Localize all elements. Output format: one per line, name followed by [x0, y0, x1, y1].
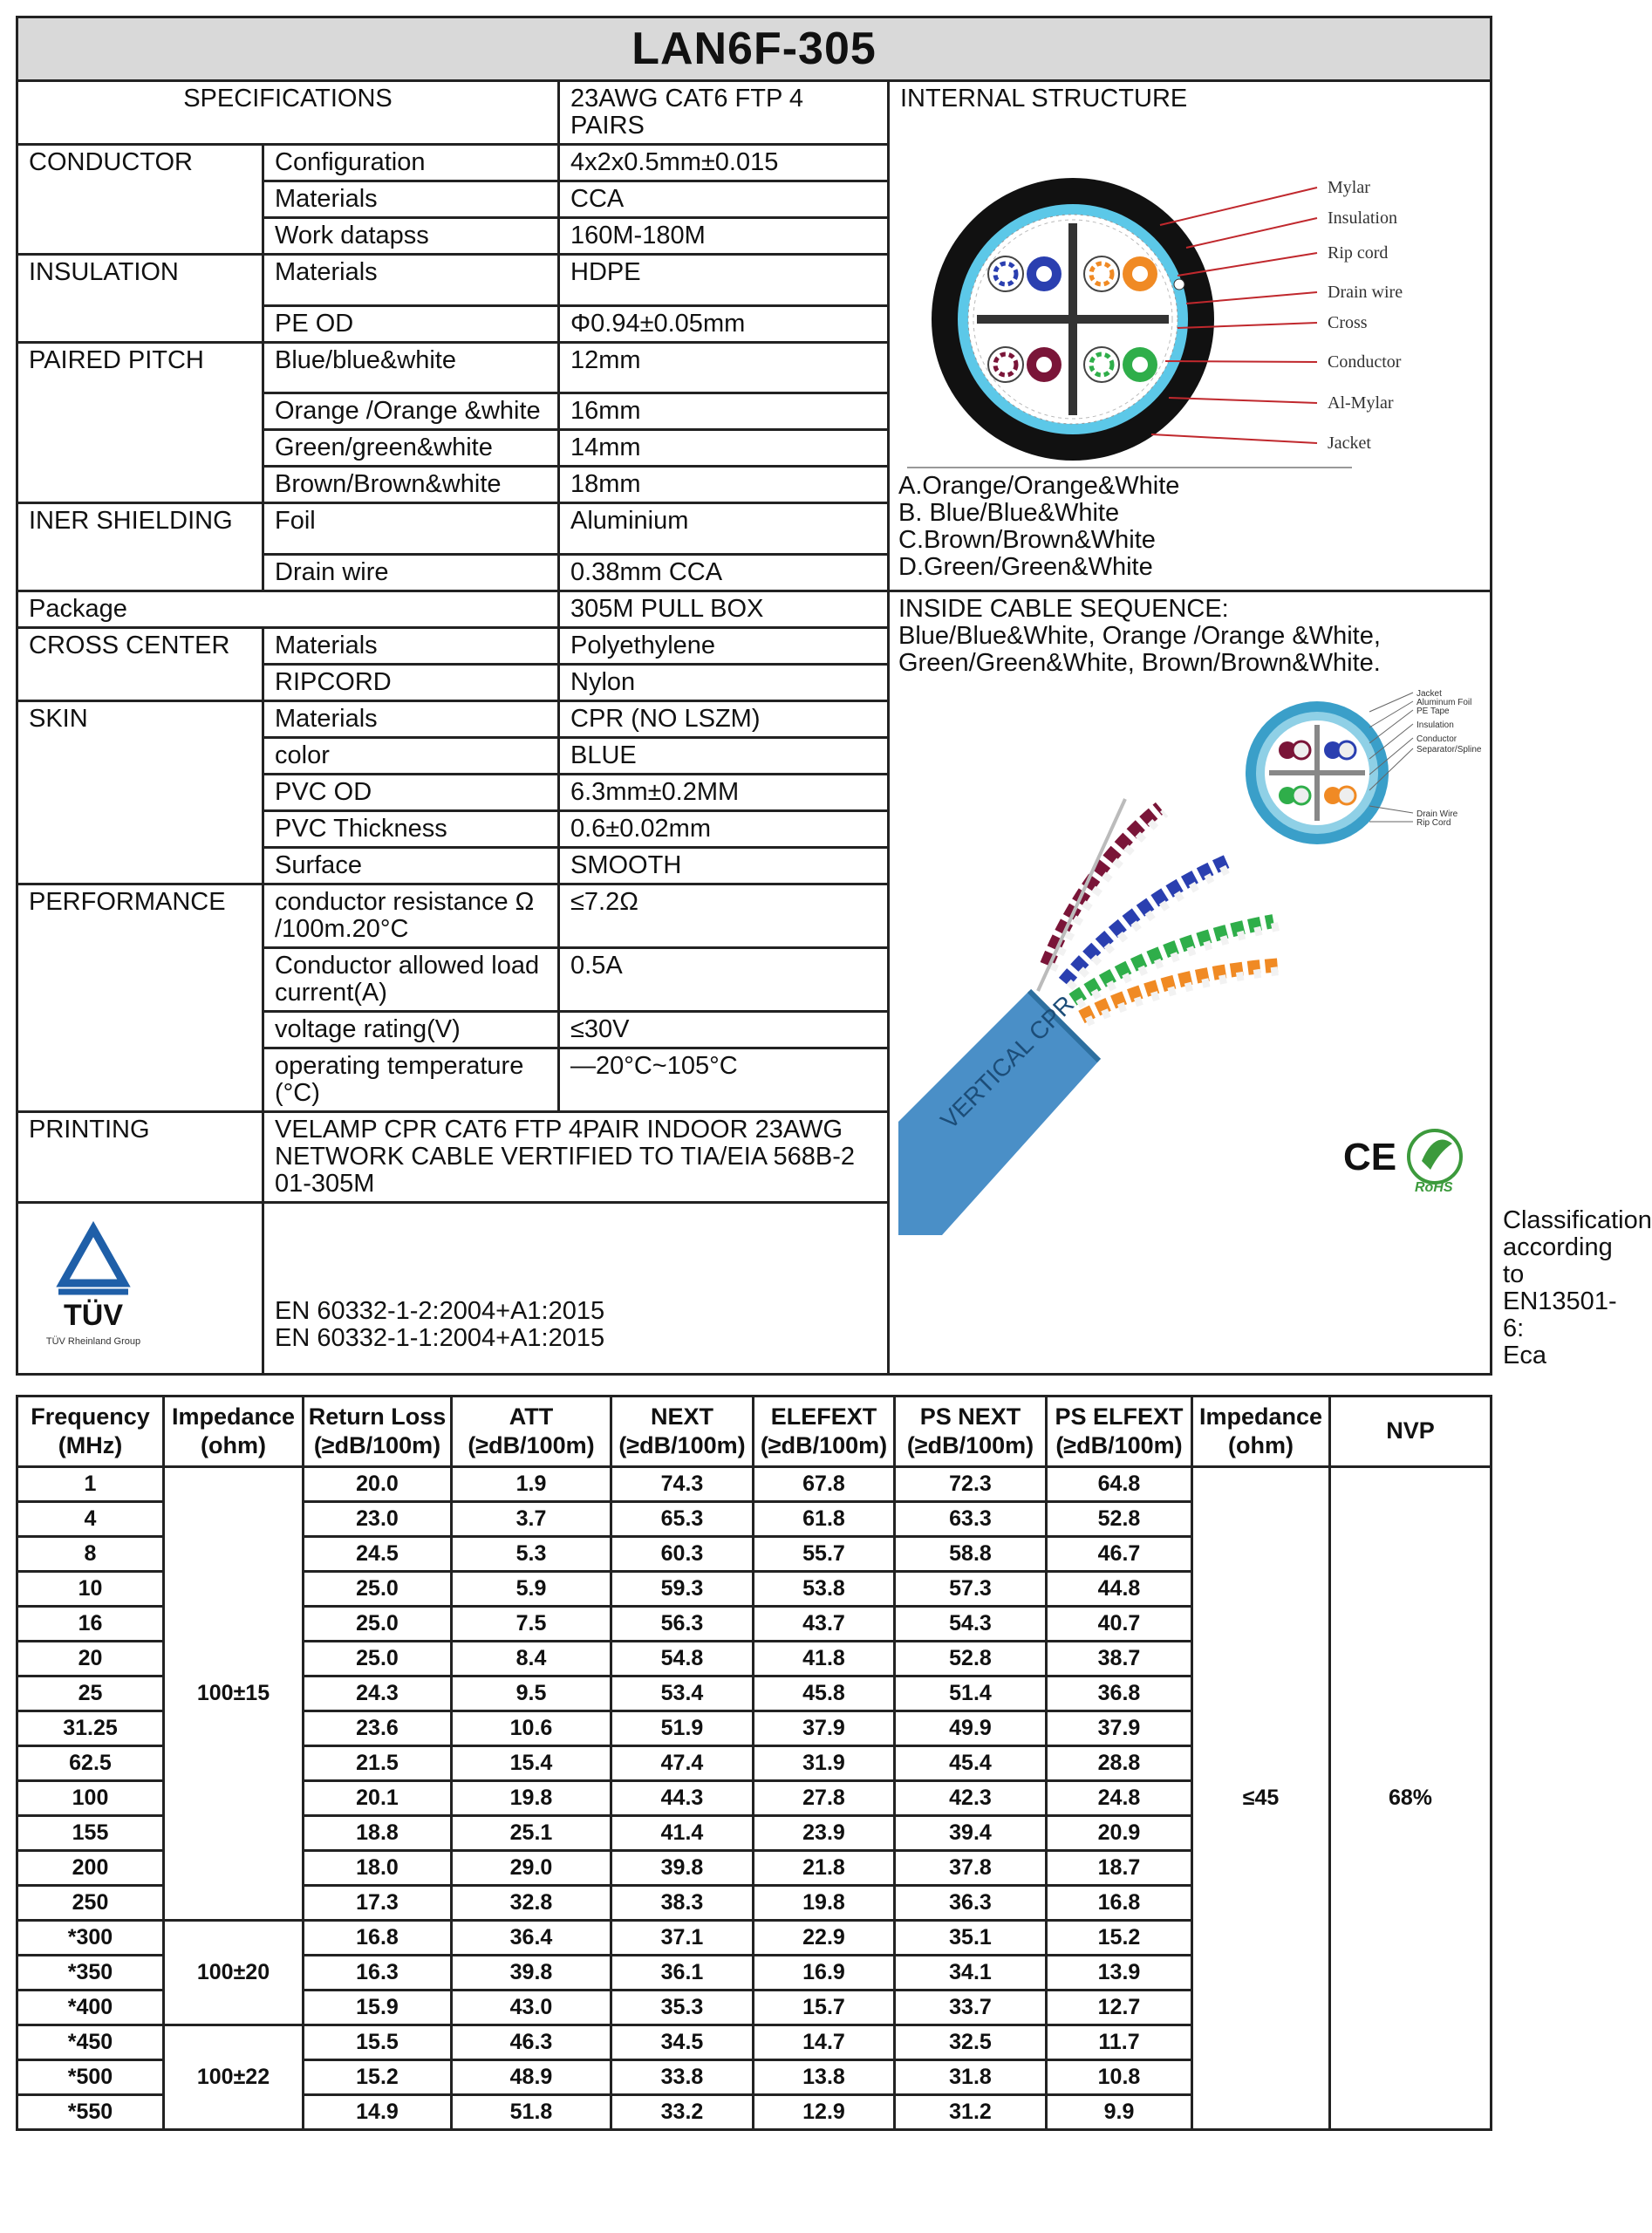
perf-cell: 25.1	[452, 1815, 611, 1850]
spec-label: Surface	[263, 847, 559, 884]
perf-cell: 39.8	[611, 1850, 754, 1885]
perf-cell: 16.8	[304, 1920, 452, 1955]
spec-value: Nylon	[559, 664, 889, 700]
perf-cell: 27.8	[754, 1780, 895, 1815]
impedance-group: 100±22	[164, 2025, 304, 2129]
perf-cell: 16.9	[754, 1955, 895, 1990]
perf-cell: 20.9	[1047, 1815, 1192, 1850]
printing-value: VELAMP CPR CAT6 FTP 4PAIR INDOOR 23AWG NETWORK CABLE VERTIFIED TO TIA/EIA 568B-2 01-305M	[263, 1111, 889, 1202]
tuv-logo-cell	[17, 1202, 263, 1374]
spec-group-name: CONDUCTOR	[17, 145, 263, 255]
perf-cell: 34.5	[611, 2025, 754, 2059]
perf-cell: 11.7	[1047, 2025, 1192, 2059]
package-label: Package	[17, 591, 559, 627]
perf-cell: 53.4	[611, 1676, 754, 1711]
perf-cell: 56.3	[611, 1606, 754, 1641]
standard-line: EN 60332-1-2:2004+A1:2015	[275, 1296, 605, 1325]
perf-cell: 55.7	[754, 1536, 895, 1571]
perf-cell: 9.9	[1047, 2094, 1192, 2129]
spec-group-name: CROSS CENTER	[17, 627, 263, 700]
perf-cell: 1	[17, 1466, 164, 1501]
spec-label: operating temperature (°C)	[263, 1048, 559, 1111]
perf-cell: 20.0	[304, 1466, 452, 1501]
spec-label: Materials	[263, 627, 559, 664]
perf-cell: 10.6	[452, 1711, 611, 1745]
perf-cell: 44.3	[611, 1780, 754, 1815]
perf-cell: 33.2	[611, 2094, 754, 2129]
cable-print: VERTICAL CPR	[935, 989, 1080, 1134]
structure-label: Cross	[1328, 312, 1368, 332]
label-leader	[1165, 361, 1317, 362]
perf-cell: 37.9	[754, 1711, 895, 1745]
spec-value: 0.5A	[559, 947, 889, 1011]
perf-cell: 25.0	[304, 1641, 452, 1676]
perf-cell: 51.4	[895, 1676, 1047, 1711]
spec-value: HDPE	[559, 255, 889, 306]
perf-column-header: Frequency (MHz)	[17, 1396, 164, 1466]
perf-cell: 31.2	[895, 2094, 1047, 2129]
perf-cell: 51.8	[452, 2094, 611, 2129]
perf-cell: 57.3	[895, 1571, 1047, 1606]
perf-cell: 54.3	[895, 1606, 1047, 1641]
perf-cell: 24.5	[304, 1536, 452, 1571]
perf-cell: 31.9	[754, 1745, 895, 1780]
perf-cell: 63.3	[895, 1501, 1047, 1536]
perf-cell: 13.8	[754, 2059, 895, 2094]
nvp-value: 68%	[1330, 1466, 1492, 2129]
perf-cell: 72.3	[895, 1466, 1047, 1501]
label-leader	[1151, 434, 1317, 443]
rohs-text: RoHS	[1415, 1179, 1453, 1195]
label-leader	[1186, 218, 1317, 248]
structure-label: Drain wire	[1328, 282, 1403, 302]
spec-value: 0.38mm CCA	[559, 554, 889, 591]
spec-label: color	[263, 737, 559, 774]
label-leader	[1169, 398, 1317, 403]
printing-label: PRINTING	[17, 1111, 263, 1202]
perf-cell: 31.8	[895, 2059, 1047, 2094]
perf-cell: 54.8	[611, 1641, 754, 1676]
perf-cell: 16	[17, 1606, 164, 1641]
perf-cell: 48.9	[452, 2059, 611, 2094]
spec-group-name: SKIN	[17, 700, 263, 884]
sequence-title: INSIDE CABLE SEQUENCE:	[898, 594, 1229, 623]
spec-value: 16mm	[559, 393, 889, 430]
tuv-logo	[24, 1222, 163, 1349]
impedance-45: ≤45	[1192, 1466, 1330, 2129]
structure-label: Conductor	[1328, 352, 1402, 372]
perf-cell: 25.0	[304, 1606, 452, 1641]
perf-cell: 46.3	[452, 2025, 611, 2059]
perf-cell: *450	[17, 2025, 164, 2059]
spec-value: Φ0.94±0.05mm	[559, 305, 889, 342]
perf-cell: 19.8	[754, 1885, 895, 1920]
spec-value: Polyethylene	[559, 627, 889, 664]
spec-value: 6.3mm±0.2MM	[559, 774, 889, 810]
spec-value: 160M-180M	[559, 218, 889, 255]
perf-column-header: NVP	[1330, 1396, 1492, 1466]
perf-cell: *500	[17, 2059, 164, 2094]
small-structure-label: Insulation	[1416, 720, 1454, 730]
perf-cell: 36.4	[452, 1920, 611, 1955]
spec-value: 18mm	[559, 467, 889, 503]
spec-table: LAN6F-305 SPECIFICATIONS 23AWG CAT6 FTP 4 PAIRS INTERNAL STRUCTURE CONDUCTOR Configuration 4x2x0.5mm±0.015 Mylar Insulation Rip cord Drain wire Cross Conductor Al-Mylar Jacket A.Orange/Orange&White B. Blue/Blue&White C.Brown/Brown&White D.Green/Green&White Materials CCA Work datapss 160M-180M INSULATION Materials HDPE PE OD Φ0.94±0.05mm PAIRED PITCH Blue/blue&white 12mm Orange /Orange &white 16mm Green/green&white 14mm Brown/Brown&white 18mm INER SHIELDING Foil Aluminium Drain wire 0.38mm CCA Package 305M PULL BOX INSIDE CABLE SEQUENCE: Blue/Blue&White, Orange /Orange &White, Green/Green&White, Brown/Brown&White. Jacket Aluminum Foil PE Tape Insulation Conductor Separator/Spline Drain Wire Rip Cord VERTICAL CPR CE RoHS CROSS CENTER Materials Polyethylene RIPCORD Nylon SKIN Materials CPR (NO LSZM) color BLUE PVC OD 6.3mm±0.2MM PVC Thickness 0.6±0.02mm Surface SMOOTH PERFORMANCE conductor resistance Ω /100m.20°C ≤7.2Ω Conductor allowed load current(A) 0.5A voltage rating(V) ≤30V operating temperature (°C) —20°C~105°C PRINTING VELAMP CPR CAT6 FTP 4PAIR INDOOR 23AWG NETWORK CABLE VERTIFIED TO TIA/EIA 568B-2 01-305M TÜV TÜV Rheinland Group EN 60332-1-2:2004+A1:2015 EN 60332-1-1:2004+A1:2015 Classification according to EN13501-6: Eca	[16, 16, 1492, 1376]
perf-cell: 1.9	[452, 1466, 611, 1501]
perf-cell: 35.1	[895, 1920, 1047, 1955]
perf-cell: 4	[17, 1501, 164, 1536]
perf-column-header: PS ELFEXT (≥dB/100m)	[1047, 1396, 1192, 1466]
perf-cell: 35.3	[611, 1990, 754, 2025]
perf-cell: 5.3	[452, 1536, 611, 1571]
perf-cell: 200	[17, 1850, 164, 1885]
perf-cell: 19.8	[452, 1780, 611, 1815]
perf-cell: 38.3	[611, 1885, 754, 1920]
tuv-subtext: TÜV Rheinland Group	[45, 1335, 141, 1347]
performance-table	[16, 1395, 1492, 2131]
perf-cell: 65.3	[611, 1501, 754, 1536]
spec-label: Brown/Brown&white	[263, 467, 559, 503]
perf-column-header: Impedance (ohm)	[164, 1396, 304, 1466]
perf-cell: 15.4	[452, 1745, 611, 1780]
spec-label: Orange /Orange &white	[263, 393, 559, 430]
impedance-group: 100±15	[164, 1466, 304, 1920]
spec-label: PVC Thickness	[263, 810, 559, 847]
perf-cell: 32.8	[452, 1885, 611, 1920]
perf-cell: 34.1	[895, 1955, 1047, 1990]
perf-cell: 36.3	[895, 1885, 1047, 1920]
spec-value: CCA	[559, 181, 889, 218]
perf-cell: 21.8	[754, 1850, 895, 1885]
pair-legend-item: D.Green/Green&White	[898, 552, 1153, 581]
specifications-header: SPECIFICATIONS	[17, 81, 559, 145]
perf-cell: 37.8	[895, 1850, 1047, 1885]
perf-cell: 21.5	[304, 1745, 452, 1780]
cable-photo	[898, 677, 1481, 1235]
cross-section-diagram	[898, 145, 1481, 469]
perf-cell: 41.8	[754, 1641, 895, 1676]
small-structure-label: PE Tape	[1416, 706, 1450, 716]
perf-cell: 64.8	[1047, 1466, 1192, 1501]
perf-cell: 22.9	[754, 1920, 895, 1955]
small-structure-label: Conductor	[1416, 734, 1457, 744]
perf-cell: 25	[17, 1676, 164, 1711]
perf-cell: 61.8	[754, 1501, 895, 1536]
drain-wire	[1174, 279, 1184, 290]
perf-column-header: Impedance (ohm)	[1192, 1396, 1330, 1466]
spec-group-name: INSULATION	[17, 255, 263, 343]
perf-cell: 74.3	[611, 1466, 754, 1501]
impedance-group: 100±20	[164, 1920, 304, 2025]
perf-cell: 42.3	[895, 1780, 1047, 1815]
sequence-text: Blue/Blue&White, Orange /Orange &White, Green/Green&White, Brown/Brown&White.	[898, 621, 1381, 677]
cable-body	[898, 990, 1099, 1235]
perf-cell: 100	[17, 1780, 164, 1815]
perf-cell: 24.3	[304, 1676, 452, 1711]
perf-cell: *400	[17, 1990, 164, 2025]
perf-cell: 14.7	[754, 2025, 895, 2059]
perf-cell: 46.7	[1047, 1536, 1192, 1571]
spec-value: 12mm	[559, 342, 889, 393]
spec-label: Materials	[263, 181, 559, 218]
spec-value: 14mm	[559, 430, 889, 467]
perf-row	[17, 1466, 1492, 1501]
perf-cell: 12.9	[754, 2094, 895, 2129]
perf-cell: 10.8	[1047, 2059, 1192, 2094]
perf-cell: 13.9	[1047, 1955, 1192, 1990]
perf-cell: 8.4	[452, 1641, 611, 1676]
perf-cell: 44.8	[1047, 1571, 1192, 1606]
perf-cell: 17.3	[304, 1885, 452, 1920]
spec-value: 0.6±0.02mm	[559, 810, 889, 847]
perf-cell: 52.8	[1047, 1501, 1192, 1536]
package-value: 305M PULL BOX	[559, 591, 889, 627]
small-structure-label: Separator/Spline	[1416, 744, 1482, 755]
perf-cell: 45.8	[754, 1676, 895, 1711]
perf-cell: 25.0	[304, 1571, 452, 1606]
perf-cell: 23.0	[304, 1501, 452, 1536]
pair-legend-item: B. Blue/Blue&White	[898, 498, 1120, 527]
perf-cell: 18.7	[1047, 1850, 1192, 1885]
pair-legend	[898, 469, 1481, 590]
spec-label: Configuration	[263, 145, 559, 181]
spec-value: 4x2x0.5mm±0.015	[559, 145, 889, 181]
spec-label: RIPCORD	[263, 664, 559, 700]
spec-label: PE OD	[263, 305, 559, 342]
spec-value: Aluminium	[559, 503, 889, 555]
perf-cell: 36.8	[1047, 1676, 1192, 1711]
perf-cell: 39.4	[895, 1815, 1047, 1850]
tuv-text: TÜV	[64, 1298, 123, 1332]
small-structure-label: Jacket	[1416, 688, 1442, 699]
perf-cell: 38.7	[1047, 1641, 1192, 1676]
page-title: LAN6F-305	[17, 17, 1492, 81]
internal-structure-header: INTERNAL STRUCTURE	[889, 81, 1492, 145]
perf-cell: 47.4	[611, 1745, 754, 1780]
perf-cell: 16.3	[304, 1955, 452, 1990]
perf-cell: 39.8	[452, 1955, 611, 1990]
spec-value: ≤7.2Ω	[559, 884, 889, 947]
perf-cell: 62.5	[17, 1745, 164, 1780]
perf-column-header: ATT (≥dB/100m)	[452, 1396, 611, 1466]
perf-cell: 29.0	[452, 1850, 611, 1885]
spec-label: Conductor allowed load current(A)	[263, 947, 559, 1011]
perf-cell: 33.7	[895, 1990, 1047, 2025]
small-structure-label: Rip Cord	[1416, 817, 1451, 828]
perf-cell: 20	[17, 1641, 164, 1676]
perf-cell: 24.8	[1047, 1780, 1192, 1815]
spec-label: Green/green&white	[263, 430, 559, 467]
perf-cell: 36.1	[611, 1955, 754, 1990]
perf-cell: 40.7	[1047, 1606, 1192, 1641]
pair-legend-item: A.Orange/Orange&White	[898, 471, 1180, 500]
perf-column-header: Return Loss (≥dB/100m)	[304, 1396, 452, 1466]
perf-cell: 8	[17, 1536, 164, 1571]
perf-cell: 51.9	[611, 1711, 754, 1745]
perf-cell: 18.8	[304, 1815, 452, 1850]
perf-cell: 59.3	[611, 1571, 754, 1606]
spec-group-name: INER SHIELDING	[17, 503, 263, 591]
structure-label: Insulation	[1328, 208, 1397, 228]
perf-cell: 15.2	[304, 2059, 452, 2094]
cable-type-header: 23AWG CAT6 FTP 4 PAIRS	[559, 81, 889, 145]
spec-group-name: PAIRED PITCH	[17, 342, 263, 503]
spec-label: Materials	[263, 700, 559, 737]
spec-value: ≤30V	[559, 1011, 889, 1048]
perf-cell: 3.7	[452, 1501, 611, 1536]
standard-line: EN 60332-1-1:2004+A1:2015	[275, 1323, 605, 1352]
small-structure-label: Drain Wire	[1416, 809, 1458, 819]
spec-sheet	[16, 16, 1652, 2131]
cable-sequence-panel	[889, 591, 1492, 1374]
perf-cell: 37.1	[611, 1920, 754, 1955]
perf-cell: 12.7	[1047, 1990, 1192, 2025]
pair-legend-item: C.Brown/Brown&White	[898, 525, 1156, 554]
spec-group-name: PERFORMANCE	[17, 884, 263, 1111]
perf-cell: 49.9	[895, 1711, 1047, 1745]
perf-cell: 7.5	[452, 1606, 611, 1641]
perf-cell: 43.0	[452, 1990, 611, 2025]
spec-label: conductor resistance Ω /100m.20°C	[263, 884, 559, 947]
spec-value: SMOOTH	[559, 847, 889, 884]
perf-cell: *550	[17, 2094, 164, 2129]
perf-cell: 250	[17, 1885, 164, 1920]
perf-column-header: PS NEXT (≥dB/100m)	[895, 1396, 1047, 1466]
spec-label: PVC OD	[263, 774, 559, 810]
perf-cell: 41.4	[611, 1815, 754, 1850]
structure-label: Mylar	[1328, 177, 1370, 197]
perf-cell: 52.8	[895, 1641, 1047, 1676]
cross-horizontal	[977, 315, 1169, 324]
perf-cell: 43.7	[754, 1606, 895, 1641]
small-structure-label: Aluminum Foil	[1416, 697, 1472, 707]
perf-cell: *350	[17, 1955, 164, 1990]
perf-cell: 58.8	[895, 1536, 1047, 1571]
perf-cell: 53.8	[754, 1571, 895, 1606]
label-leader	[1160, 188, 1317, 225]
perf-cell: 15.9	[304, 1990, 452, 2025]
spec-value: BLUE	[559, 737, 889, 774]
perf-cell: 14.9	[304, 2094, 452, 2129]
perf-cell: 60.3	[611, 1536, 754, 1571]
perf-cell: 15.5	[304, 2025, 452, 2059]
perf-cell: 23.6	[304, 1711, 452, 1745]
perf-cell: 16.8	[1047, 1885, 1192, 1920]
structure-label: Rip cord	[1328, 242, 1389, 263]
perf-cell: 67.8	[754, 1466, 895, 1501]
spec-label: Work datapss	[263, 218, 559, 255]
twisted-pair	[1082, 965, 1287, 1022]
perf-cell: 20.1	[304, 1780, 452, 1815]
perf-column-header: ELEFEXT (≥dB/100m)	[754, 1396, 895, 1466]
internal-structure-panel	[889, 145, 1492, 591]
spec-label: Blue/blue&white	[263, 342, 559, 393]
spec-value: —20°C~105°C	[559, 1048, 889, 1111]
perf-cell: 31.25	[17, 1711, 164, 1745]
spec-label: Materials	[263, 255, 559, 306]
structure-label: Jacket	[1328, 433, 1371, 453]
perf-cell: 155	[17, 1815, 164, 1850]
spec-label: Foil	[263, 503, 559, 555]
perf-cell: 9.5	[452, 1676, 611, 1711]
perf-cell: 10	[17, 1571, 164, 1606]
perf-cell: 37.9	[1047, 1711, 1192, 1745]
standards-cell	[263, 1202, 889, 1374]
perf-cell: 28.8	[1047, 1745, 1192, 1780]
perf-cell: 15.7	[754, 1990, 895, 2025]
perf-cell: 23.9	[754, 1815, 895, 1850]
perf-cell: *300	[17, 1920, 164, 1955]
perf-cell: 18.0	[304, 1850, 452, 1885]
perf-cell: 45.4	[895, 1745, 1047, 1780]
ce-mark: CE	[1343, 1135, 1397, 1178]
spec-label: Drain wire	[263, 554, 559, 591]
spec-value: CPR (NO LSZM)	[559, 700, 889, 737]
perf-cell: 33.8	[611, 2059, 754, 2094]
perf-cell: 32.5	[895, 2025, 1047, 2059]
structure-label: Al-Mylar	[1328, 393, 1394, 413]
perf-cell: 5.9	[452, 1571, 611, 1606]
perf-cell: 15.2	[1047, 1920, 1192, 1955]
spec-label: voltage rating(V)	[263, 1011, 559, 1048]
perf-column-header: NEXT (≥dB/100m)	[611, 1396, 754, 1466]
